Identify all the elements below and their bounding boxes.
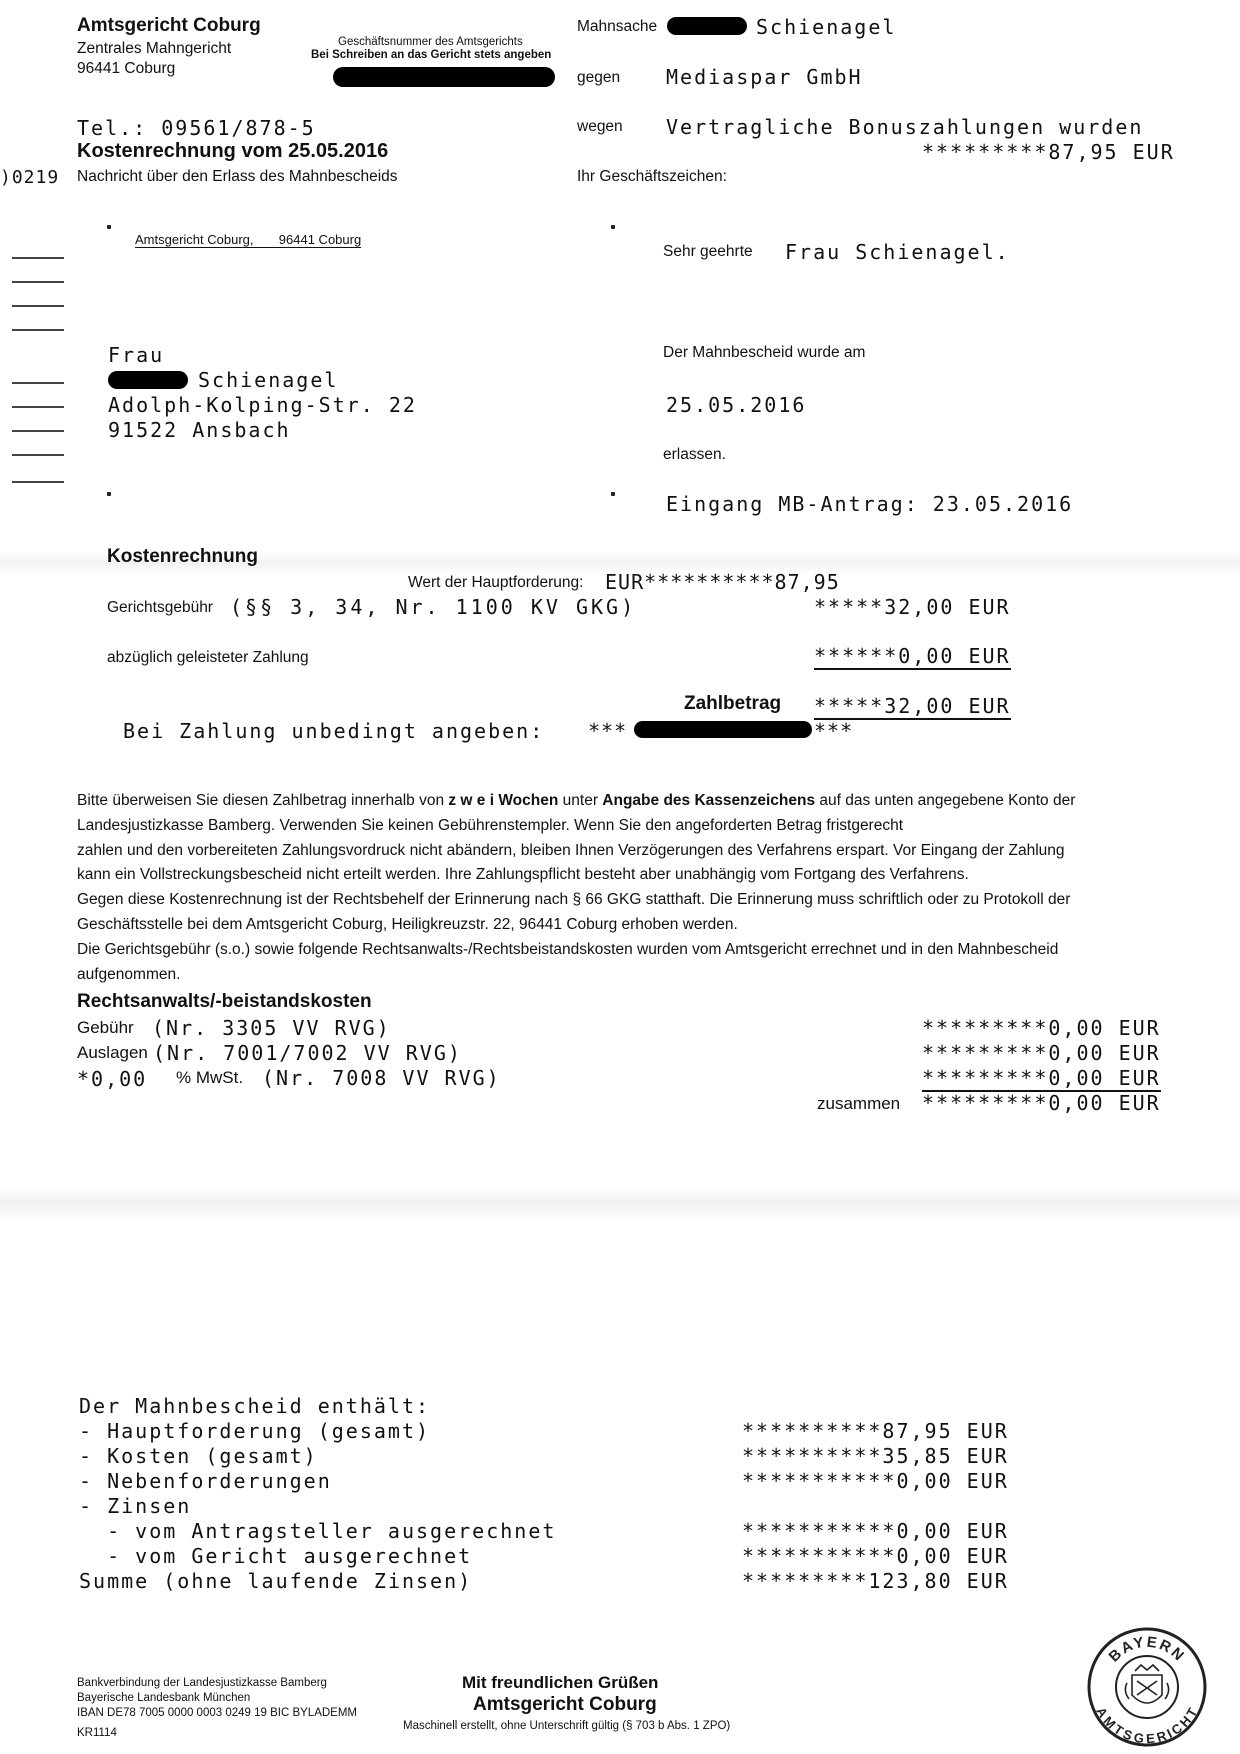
summary-total-label: Summe (ohne laufende Zinsen) — [79, 1569, 473, 1593]
instruction-line: Geschäftsstelle bei dem Amtsgericht Coburg, Heiligkreuzstr. 22, 96441 Coburg erhoben werden. — [77, 915, 738, 933]
application-receipt: Eingang MB-Antrag: 23.05.2016 — [666, 492, 1074, 516]
paid-label: abzüglich geleisteter Zahlung — [107, 649, 309, 666]
main-claim-label: Wert der Hauptforderung: — [408, 574, 584, 591]
summary-row-label: - Hauptforderung (gesamt) — [79, 1419, 431, 1443]
court-seal-icon — [1085, 1625, 1209, 1749]
seal-bottom-text: AMTSGERICHT — [1093, 1704, 1201, 1746]
lawyer-fee-label: Gebühr — [77, 1018, 134, 1037]
instruction-line: Die Gerichtsgebühr (s.o.) sowie folgende Rechtsanwalts-/Rechtsbeistandskosten wurden vom Amtsgericht errechnet und in den Mahnbescheid — [77, 940, 1059, 958]
fold-mark — [12, 329, 64, 331]
sender-court: Amtsgericht Coburg, — [135, 232, 254, 247]
issued-date: 25.05.2016 — [666, 393, 807, 417]
salutation-name: Frau Schienagel. — [785, 240, 1010, 264]
bank-iban: IBAN DE78 7005 0000 0003 0249 19 BIC BYLADEMM — [77, 1707, 358, 1719]
summary-row-value: ***********0,00 EUR — [742, 1544, 1009, 1568]
summary-row-label: - Nebenforderungen — [79, 1469, 332, 1493]
label-mahnsache: Mahnsache — [577, 18, 658, 35]
court-phone: Tel.: 09561/878-5 — [77, 116, 316, 140]
lawyer-sum-label: zusammen — [817, 1094, 901, 1113]
court-division: Zentrales Mahngericht — [77, 40, 232, 57]
costs-heading: Kostenrechnung — [107, 546, 258, 567]
paid-value: ******0,00 EUR — [814, 644, 1011, 668]
summary-row-value: **********87,95 EUR — [742, 1419, 1009, 1443]
fold-mark — [12, 454, 64, 456]
case-number-hint: Bei Schreiben an das Gericht stets angeben — [311, 49, 552, 61]
lawyer-expenses-basis: (Nr. 7001/7002 VV RVG) — [153, 1041, 462, 1065]
total-value: *****32,00 EUR — [814, 694, 1011, 718]
redacted-cash-reference — [634, 721, 812, 738]
payment-reference-suffix: *** — [814, 719, 854, 743]
label-your-reference: Ihr Geschäftszeichen: — [577, 168, 727, 185]
label-gegen: gegen — [577, 69, 621, 86]
machine-generated-note: Maschinell erstellt, ohne Unterschrift gültig (§ 703 b Abs. 1 ZPO) — [403, 1720, 731, 1732]
fold-mark — [12, 430, 64, 432]
lawyer-fee-value: *********0,00 EUR — [922, 1016, 1161, 1040]
payment-reference-label: Bei Zahlung unbedingt angeben: — [123, 719, 545, 743]
vat-label: % MwSt. — [176, 1068, 244, 1087]
instruction-line: zahlen und den vorbereiteten Zahlungsvordruck nicht abändern, bleiben Ihnen Verzögerungen des Verfahrens erspart. Vor Eingang der Zahlung — [77, 841, 1065, 859]
redacted-claimant-firstname — [667, 17, 747, 35]
salutation-prefix: Sehr geehrte — [663, 243, 753, 260]
court-city: 96441 Coburg — [77, 60, 176, 77]
payment-instructions — [77, 789, 1157, 987]
vat-basis: (Nr. 7008 VV RVG) — [262, 1066, 501, 1090]
court-fee-basis: (§§ 3, 34, Nr. 1100 KV GKG) — [230, 595, 637, 619]
instruction-line: kann ein Vollstreckungsbescheid nicht erteilt werden. Ihre Zahlungspflicht besteht aber unabhängig vom Fortgang des Verfahrens. — [77, 866, 969, 884]
fold-mark — [12, 481, 64, 483]
lawyer-expenses-value: *********0,00 EUR — [922, 1041, 1161, 1065]
window-corner-mark — [611, 225, 615, 229]
lawyer-fee-basis: (Nr. 3305 VV RVG) — [152, 1016, 391, 1040]
court-fee-value: *****32,00 EUR — [814, 595, 1011, 619]
lawyer-costs-heading: Rechtsanwalts/-beistandskosten — [77, 991, 372, 1012]
summary-total-value: *********123,80 EUR — [742, 1569, 1009, 1593]
claim-reason-amount: *********87,95 EUR — [922, 140, 1175, 164]
recipient-title: Frau — [108, 343, 165, 367]
summary-row-label: - vom Antragsteller ausgerechnet — [79, 1519, 557, 1543]
fold-mark — [12, 257, 64, 259]
payment-reference-prefix: *** — [588, 719, 628, 743]
reference-code: )0219 — [0, 167, 60, 188]
window-corner-mark — [107, 492, 111, 496]
window-corner-mark — [107, 225, 111, 229]
summary-heading: Der Mahnbescheid enthält: — [79, 1394, 431, 1418]
main-claim-value: EUR**********87,95 — [605, 570, 840, 594]
sender-city: 96441 Coburg — [278, 232, 362, 247]
fold-mark — [12, 406, 64, 408]
summary-row-label: - Zinsen — [79, 1494, 192, 1518]
instruction-line: Bitte überweisen Sie diesen Zahlbetrag innerhalb von z w e i Wochen unter Angabe des Kassenzeichens auf das unten angegebene Konto der — [77, 792, 1076, 809]
form-code: KR1114 — [77, 1727, 117, 1739]
summary-row-value: ***********0,00 EUR — [742, 1519, 1009, 1543]
respondent-name: Mediaspar GmbH — [666, 65, 863, 89]
issued-suffix: erlassen. — [663, 446, 726, 463]
lawyer-expenses-label: Auslagen — [77, 1043, 148, 1062]
seal-top-text: BAYERN — [1105, 1633, 1189, 1666]
case-number-label: Geschäftsnummer des Amtsgerichts — [338, 36, 523, 48]
label-wegen: wegen — [577, 118, 623, 135]
redacted-recipient-firstname — [108, 371, 188, 389]
claimant-name: Schienagel — [756, 15, 897, 39]
court-fee-label: Gerichtsgebühr — [107, 599, 213, 616]
closing-court: Amtsgericht Coburg — [473, 1694, 657, 1715]
summary-row-value: ***********0,00 EUR — [742, 1469, 1009, 1493]
instruction-line: Landesjustizkasse Bamberg. Verwenden Sie keinen Gebührenstempler. Wenn Sie den angeforderten Betrag fristgerecht — [77, 816, 904, 834]
cost-invoice-date: Kostenrechnung vom 25.05.2016 — [77, 140, 389, 162]
court-name: Amtsgericht Coburg — [77, 15, 261, 36]
recipient-surname: Schienagel — [198, 368, 339, 392]
claim-reason: Vertragliche Bonuszahlungen wurden — [666, 115, 1144, 139]
summary-row-label: - Kosten (gesamt) — [79, 1444, 318, 1468]
bank-details-line: Bankverbindung der Landesjustizkasse Bamberg — [77, 1677, 327, 1689]
lawyer-sum-value: *********0,00 EUR — [922, 1091, 1161, 1115]
recipient-street: Adolph-Kolping-Str. 22 — [108, 393, 417, 417]
scan-shading — [0, 1186, 1240, 1220]
fold-mark — [12, 281, 64, 283]
recipient-city: 91522 Ansbach — [108, 418, 291, 442]
total-label: Zahlbetrag — [684, 693, 782, 714]
closing-greeting: Mit freundlichen Grüßen — [462, 1673, 659, 1692]
summary-row-value: **********35,85 EUR — [742, 1444, 1009, 1468]
fold-mark — [12, 382, 64, 384]
window-corner-mark — [611, 492, 615, 496]
summary-row-label: - vom Gericht ausgerechnet — [79, 1544, 473, 1568]
vat-value: *********0,00 EUR — [922, 1066, 1161, 1090]
svg-text:AMTSGERICHT — [1094, 1704, 1201, 1745]
sender-return-line — [135, 232, 361, 248]
bank-name: Bayerische Landesbank München — [77, 1692, 251, 1704]
redacted-case-number — [333, 67, 555, 87]
issued-intro: Der Mahnbescheid wurde am — [663, 344, 866, 361]
notice-line: Nachricht über den Erlass des Mahnbescheids — [77, 168, 398, 185]
instruction-line: Gegen diese Kostenrechnung ist der Rechtsbehelf der Erinnerung nach § 66 GKG statthaft. Die Erinnerung muss schriftlich oder zu Protokoll der — [77, 891, 1071, 909]
fold-mark — [12, 305, 64, 307]
vat-rate: *0,00 — [77, 1067, 148, 1091]
instruction-line: aufgenommen. — [77, 965, 181, 983]
